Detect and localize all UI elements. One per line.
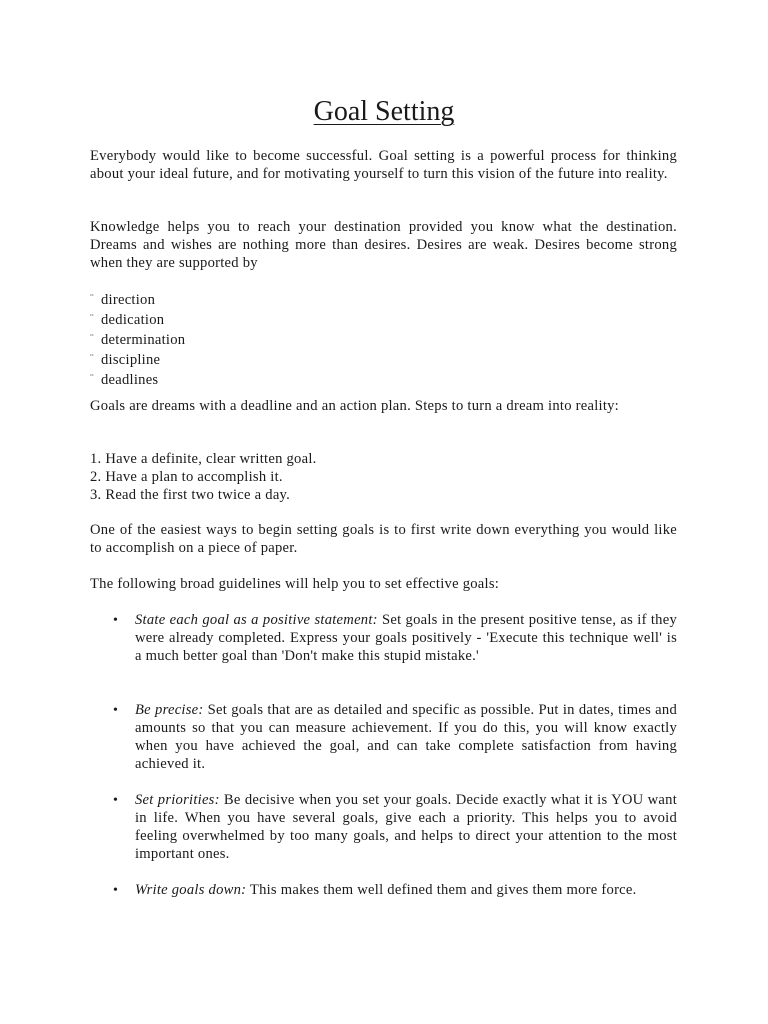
- list-item: ¨ discipline: [90, 351, 161, 368]
- list-marker-icon: ¨: [90, 371, 94, 384]
- step-item: 2. Have a plan to accomplish it.: [90, 468, 283, 485]
- guideline-lead: Write goals down:: [135, 882, 247, 898]
- guideline-text: This makes them well defined them and gives them more force.: [246, 882, 637, 898]
- list-marker-icon: ¨: [90, 351, 94, 364]
- guideline-lead: State each goal as a positive statement:: [135, 612, 378, 628]
- bullet-icon: •: [113, 613, 119, 628]
- guideline-text: Be decisive when you set your goals. Decide exactly what it is YOU want in life. When you have several goals, give each a priority. This helps you to avoid feeling overwhelmed by too many goals, and helps to direct your attention to the most important ones.: [135, 792, 677, 862]
- intro-paragraph: Everybody would like to become successful. Goal setting is a powerful process for thinking about your ideal future, and for motivating yourself to turn this vision of the future into reality.: [90, 148, 677, 182]
- guideline-item: [90, 792, 677, 864]
- guideline-item: [90, 882, 677, 900]
- knowledge-paragraph: Knowledge helps you to reach your destination provided you know what the destination. Dreams and wishes are nothing more than desires. Desires are weak. Desires become strong when they are supported by: [90, 219, 677, 271]
- goals-paragraph: Goals are dreams with a deadline and an action plan. Steps to turn a dream into reality:: [90, 398, 619, 414]
- supports-list: [90, 290, 185, 390]
- guidelines-intro: The following broad guidelines will help you to set effective goals:: [90, 576, 500, 592]
- list-item: ¨ determination: [90, 331, 186, 348]
- bullet-icon: •: [113, 703, 119, 718]
- guideline-item: [90, 612, 677, 666]
- list-marker-icon: ¨: [90, 292, 94, 304]
- list-item: ¨ deadlines: [90, 371, 159, 388]
- guideline-item: [90, 702, 677, 774]
- list-item: ¨ dedication: [90, 311, 165, 328]
- list-item: ¨ direction: [90, 292, 156, 308]
- steps-list: [90, 451, 317, 505]
- step-item: 1. Have a definite, clear written goal.: [90, 451, 317, 467]
- list-marker-icon: ¨: [90, 331, 94, 344]
- page-title: Goal Setting: [313, 96, 455, 127]
- guideline-lead: Set priorities:: [135, 792, 220, 808]
- guideline-lead: Be precise:: [135, 702, 204, 718]
- bullet-icon: •: [113, 793, 119, 808]
- guideline-text: Set goals in the present positive tense, as if they were already completed. Express your goals positively - 'Execute this technique well' is a much better goal than 'Don't make this stupid mistake.': [135, 612, 677, 664]
- list-marker-icon: ¨: [90, 311, 94, 324]
- step-item: 3. Read the first two twice a day.: [90, 486, 291, 503]
- bullet-icon: •: [113, 883, 119, 898]
- guideline-text: Set goals that are as detailed and specific as possible. Put in dates, times and amounts so that you can measure achievement. If you do this, you will know exactly when you have achieved the goal, and can take complete satisfaction from having achieved it.: [135, 702, 677, 772]
- easiest-paragraph: One of the easiest ways to begin setting goals is to first write down everything you would like to accomplish on a piece of paper.: [90, 522, 677, 556]
